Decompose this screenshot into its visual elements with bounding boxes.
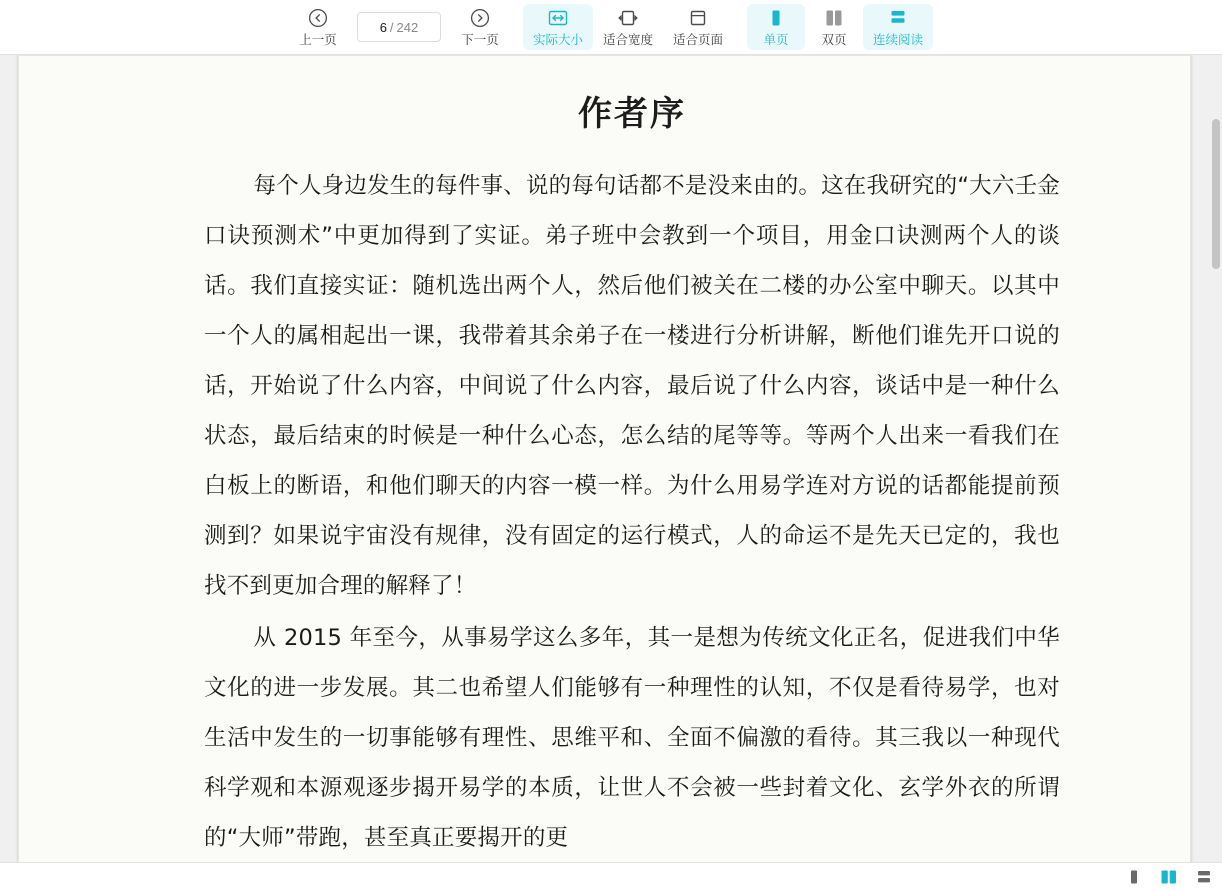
current-page-value: 6 — [379, 19, 387, 35]
actual-size-button[interactable] — [523, 4, 593, 50]
actual-size-icon — [546, 7, 570, 29]
next-page-button[interactable] — [451, 4, 509, 50]
continuous-read-label: 连续阅读 — [873, 33, 924, 47]
actual-size-label: 实际大小 — [532, 33, 583, 47]
vertical-scrollbar[interactable] — [1212, 113, 1220, 890]
document-page — [18, 55, 1191, 890]
fit-page-button[interactable] — [663, 4, 733, 50]
fit-width-icon — [616, 7, 640, 29]
prev-page-label: 上一页 — [299, 33, 337, 47]
single-page-label: 单页 — [763, 33, 789, 47]
total-pages-value: 242 — [396, 19, 419, 35]
single-page-button[interactable] — [747, 4, 805, 50]
fit-page-icon — [686, 7, 710, 29]
fit-width-button[interactable] — [593, 4, 663, 50]
zoom-mode-group — [523, 4, 733, 50]
chevron-left-circle-icon — [307, 7, 329, 29]
page-title: 作者序 — [578, 94, 686, 134]
chevron-right-circle-icon — [469, 7, 491, 29]
next-page-label: 下一页 — [461, 33, 499, 47]
page-separator: / — [389, 19, 394, 35]
fit-page-label: 适合页面 — [673, 33, 724, 47]
double-page-view-button[interactable] — [1160, 869, 1178, 885]
double-page-icon — [822, 7, 846, 29]
single-page-view-button[interactable] — [1126, 869, 1142, 885]
continuous-read-button[interactable] — [863, 4, 933, 50]
double-page-label: 双页 — [821, 33, 847, 47]
top-toolbar — [0, 0, 1222, 55]
layout-mode-group — [747, 4, 933, 50]
document-viewport[interactable] — [0, 55, 1222, 890]
single-page-icon — [764, 7, 788, 29]
continuous-scroll-icon — [886, 7, 910, 29]
double-page-button[interactable] — [805, 4, 863, 50]
continuous-view-button[interactable] — [1196, 869, 1212, 885]
pagination-group — [289, 4, 509, 50]
body-paragraph: 从 2015 年至今，从事易学这么多年，其一是想为传统文化正名，促进我们中华文化的进一步发展。其二也希望人们能够有一种理性的认知，不仅是看待易学，也对生活中发生的一切事能够有理性、思维平和、全面不偏激的看待。其三我以一种现代科学观和本源观逐步揭开易学的本质，让世人不会被一些封着文化、玄学外衣的所谓的“大师”带跑，甚至真正要揭开的更 — [204, 625, 1060, 851]
bottom-status-bar — [0, 862, 1222, 890]
page-content — [19, 56, 1190, 863]
prev-page-button[interactable] — [289, 4, 347, 50]
fit-width-label: 适合宽度 — [602, 33, 653, 47]
page-number-input[interactable] — [357, 12, 441, 42]
scrollbar-thumb[interactable] — [1212, 119, 1220, 269]
body-paragraph: 每个人身边发生的每件事、说的每句话都不是没来由的。这在我研究的“大六壬金口诀预测术”中更加得到了实证。弟子班中会教到一个项目，用金口诀测两个人的谈话。我们直接实证：随机选出两个人，然后他们被关在二楼的办公室中聊天。以其中一个人的属相起出一课，我带着其余弟子在一楼进行分析讲解，断他们谁先开口说的话，开始说了什么内容，中间说了什么内容，最后说了什么内容，谈话中是一种什么状态，最后结束的时候是一种什么心态，怎么结的尾等等。等两个人出来一看我们在白板上的断语，和他们聊天的内容一模一样。为什么用易学连对方说的话都能提前预测到？如果说宇宙没有规律，没有固定的运行模式，人的命运不是先天已定的，我也找不到更加合理的解释了！ — [204, 173, 1060, 599]
